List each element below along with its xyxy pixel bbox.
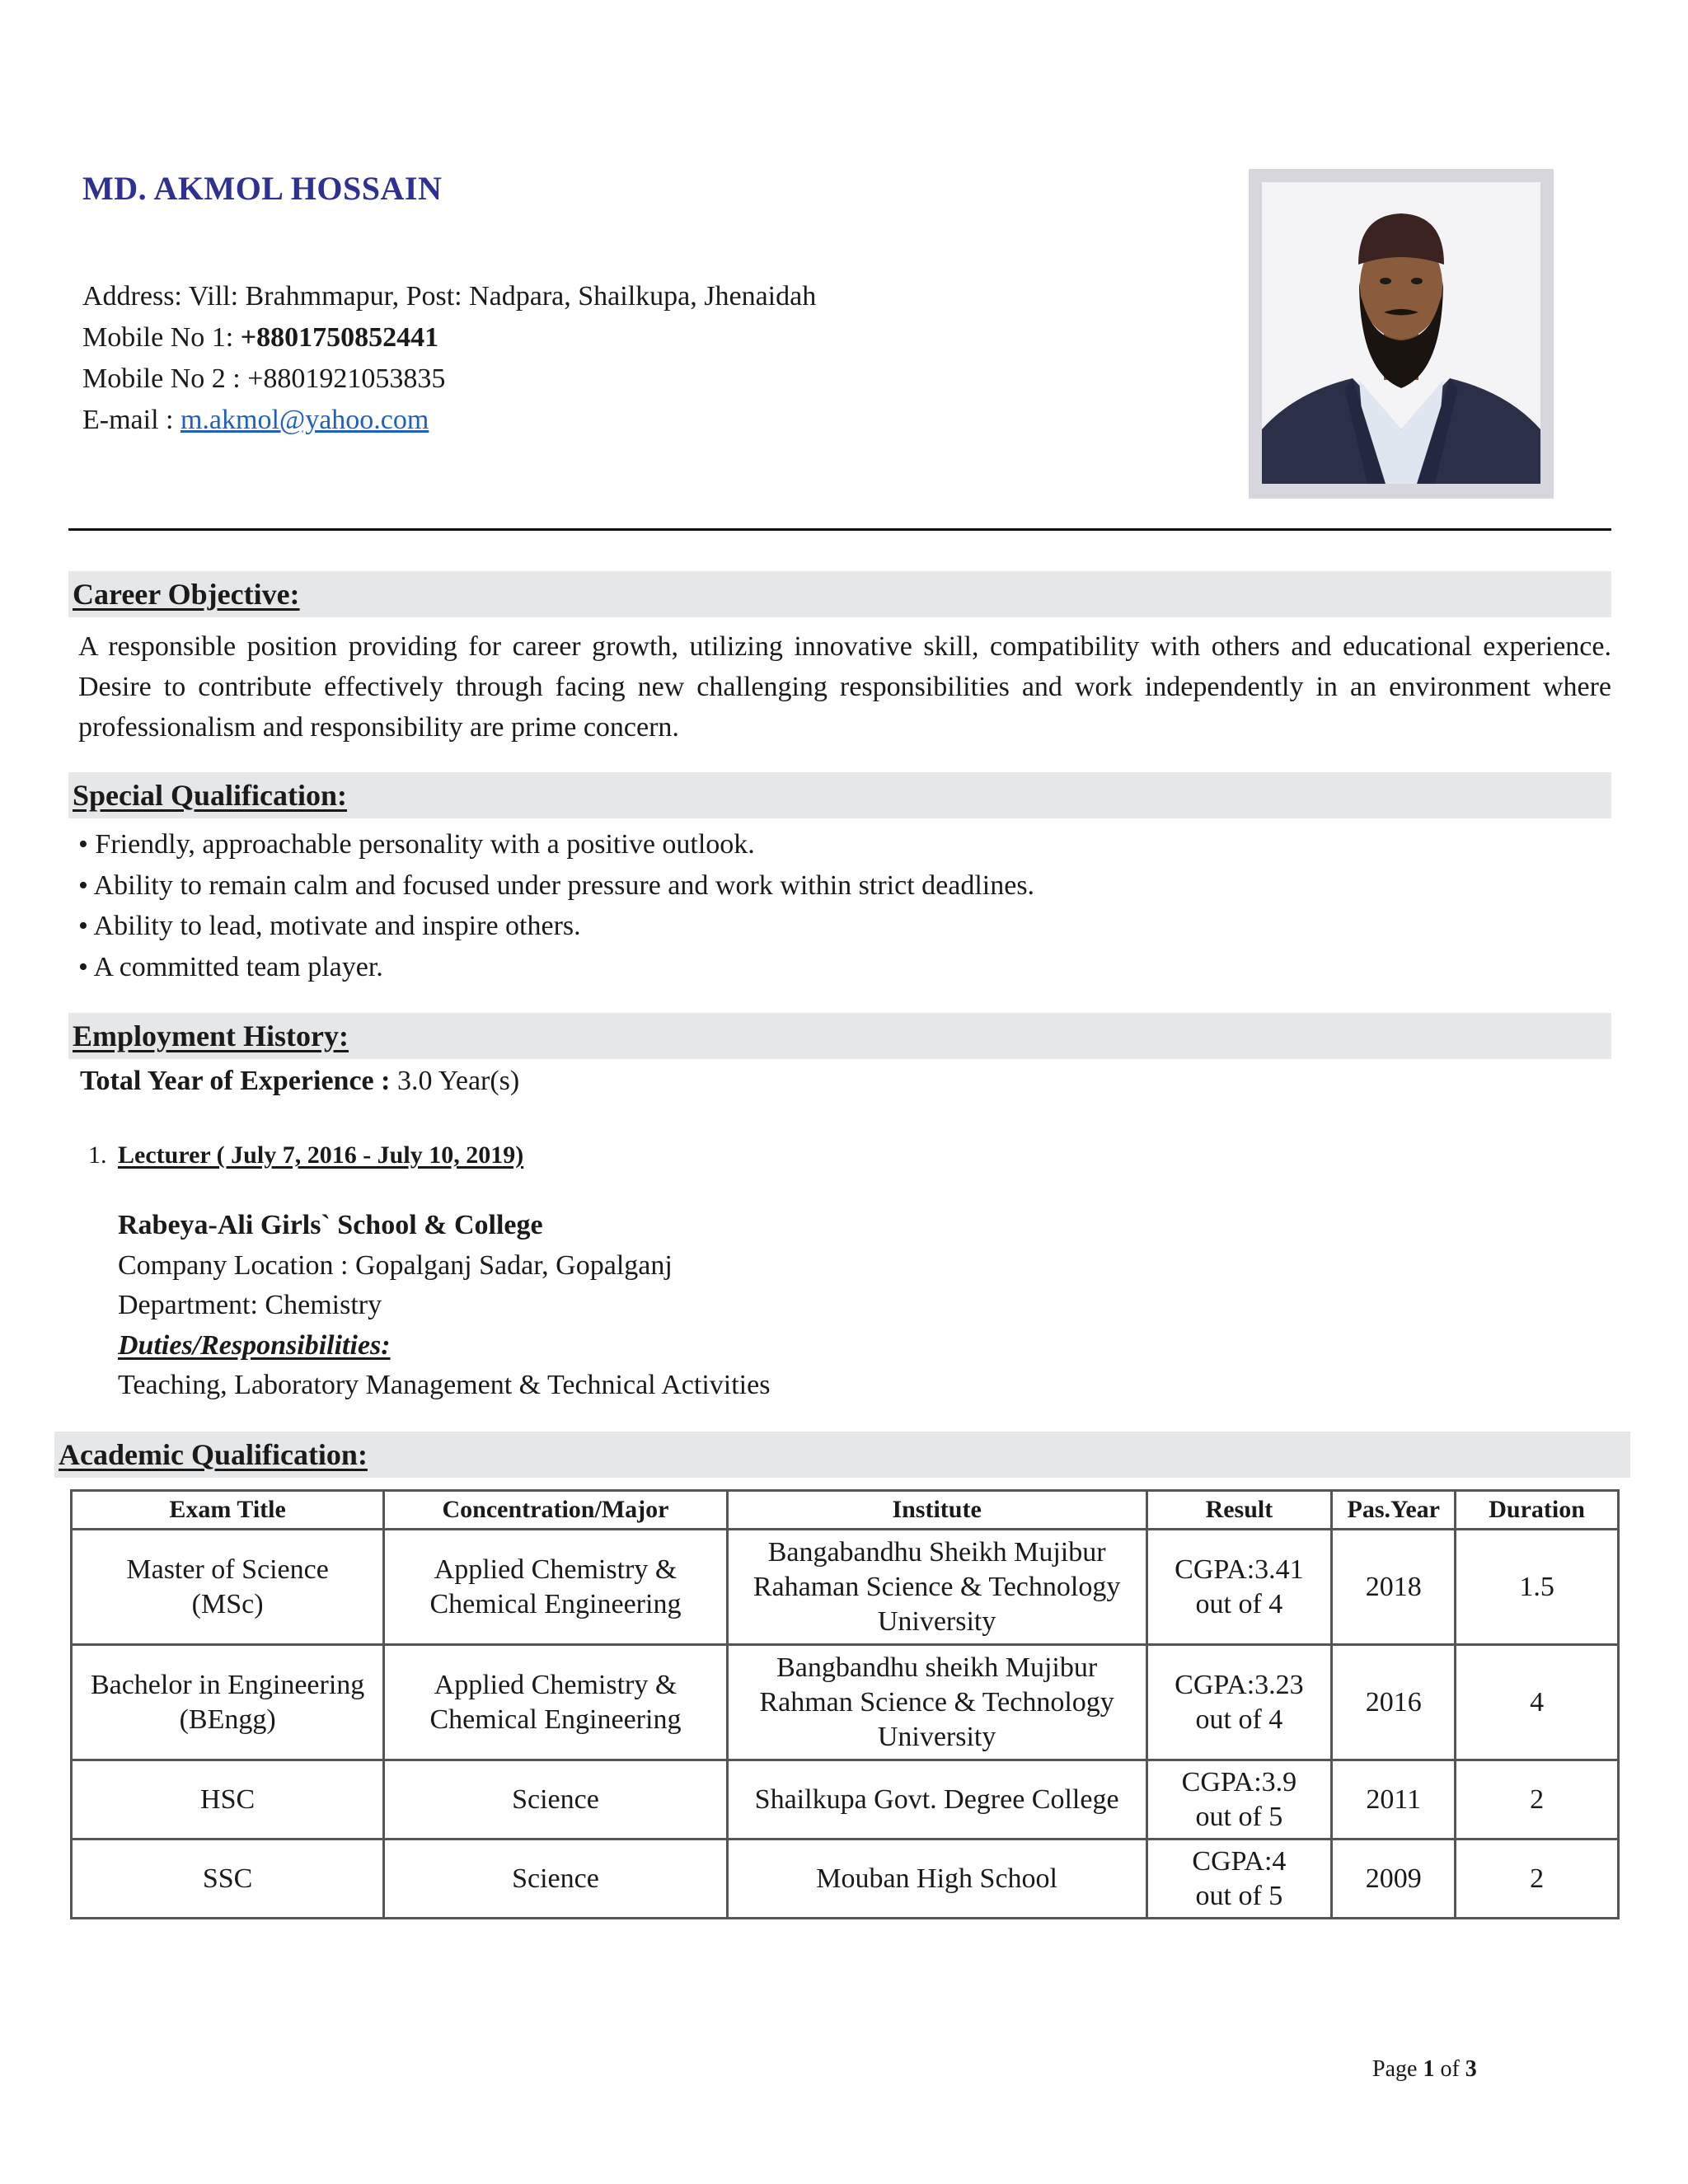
exam-cell: SSC xyxy=(72,1840,384,1919)
mobile-1-number: +8801750852441 xyxy=(240,322,439,353)
academic-qualification-heading: Academic Qualification: xyxy=(54,1432,1630,1478)
year-cell: 2011 xyxy=(1332,1760,1456,1840)
institute-cell: Bangabandhu Sheikh Mujibur Rahaman Science & Technology University xyxy=(727,1530,1146,1645)
career-objective-text: A responsible position providing for career growth, utilizing innovative skill, compatibility with others and educational experience. Desire to contribute effectively through facing new challenging responsibilities and work independently in an environment where professionalism and responsibility are prime concern. xyxy=(78,631,1611,743)
institute-cell: Bangbandhu sheikh Mujibur Rahman Science & Technology University xyxy=(727,1645,1146,1760)
company-name: Rabeya-Ali Girls` School & College xyxy=(118,1210,543,1240)
year-cell: 2016 xyxy=(1332,1645,1456,1760)
major-cell: Science xyxy=(384,1840,728,1919)
institute-cell: Shailkupa Govt. Degree College xyxy=(727,1760,1146,1840)
list-item: • Ability to lead, motivate and inspire others. xyxy=(78,911,581,941)
career-objective-heading: Career Objective: xyxy=(68,571,1611,617)
portrait-illustration xyxy=(1262,182,1540,484)
duration-cell: 2 xyxy=(1456,1760,1619,1840)
duration-cell: 4 xyxy=(1456,1645,1619,1760)
duties-text: Teaching, Laboratory Management & Technical Activities xyxy=(118,1370,771,1400)
department: Department: Chemistry xyxy=(118,1290,382,1320)
duties-label: Duties/Responsibilities: xyxy=(118,1329,391,1361)
table-row xyxy=(72,1530,1619,1645)
mobile-2-line: Mobile No 2 : +8801921053835 xyxy=(82,363,446,394)
exam-cell: Bachelor in Engineering (BEngg) xyxy=(72,1645,384,1760)
year-cell: 2018 xyxy=(1332,1530,1456,1645)
header-divider xyxy=(68,528,1611,531)
duration-cell: 1.5 xyxy=(1456,1530,1619,1645)
candidate-name: MD. AKMOL HOSSAIN xyxy=(82,170,443,207)
special-qualification-list xyxy=(78,824,1034,987)
result-cell: CGPA:3.23 out of 4 xyxy=(1146,1645,1332,1760)
exam-cell: HSC xyxy=(72,1760,384,1840)
mobile-1-line: Mobile No 1: +8801750852441 xyxy=(82,322,439,353)
page-number: Page 1 of 3 xyxy=(1372,2056,1477,2082)
result-cell: CGPA:3.9 out of 5 xyxy=(1146,1760,1332,1840)
table-row xyxy=(72,1645,1619,1760)
list-item: • Friendly, approachable personality with a positive outlook. xyxy=(78,829,755,860)
institute-cell: Mouban High School xyxy=(727,1840,1146,1919)
column-header: Pas.Year xyxy=(1332,1491,1456,1530)
result-cell: CGPA:3.41 out of 4 xyxy=(1146,1530,1332,1645)
major-cell: Applied Chemistry & Chemical Engineering xyxy=(384,1645,728,1760)
email-line: E-mail : m.akmol@yahoo.com xyxy=(82,405,429,435)
column-header: Duration xyxy=(1456,1491,1619,1530)
year-cell: 2009 xyxy=(1332,1840,1456,1919)
email-link[interactable]: m.akmol@yahoo.com xyxy=(180,405,429,435)
duration-cell: 2 xyxy=(1456,1840,1619,1919)
exam-cell: Master of Science (MSc) xyxy=(72,1530,384,1645)
major-cell: Science xyxy=(384,1760,728,1840)
table-row xyxy=(72,1760,1619,1840)
profile-photo xyxy=(1262,182,1540,484)
contact-block xyxy=(82,276,816,441)
list-item: • Ability to remain calm and focused under pressure and work within strict deadlines. xyxy=(78,869,1035,901)
profile-photo-frame xyxy=(1249,169,1554,499)
academic-table xyxy=(70,1489,1620,1919)
job-details xyxy=(118,1206,770,1406)
total-experience: Total Year of Experience : 3.0 Year(s) xyxy=(80,1066,520,1096)
table-row xyxy=(72,1840,1619,1919)
address-line: Address: Vill: Brahmmapur, Post: Nadpara, Shailkupa, Jhenaidah xyxy=(82,281,817,312)
column-header: Concentration/Major xyxy=(384,1491,728,1530)
result-cell: CGPA:4 out of 5 xyxy=(1146,1840,1332,1919)
column-header: Exam Title xyxy=(72,1491,384,1530)
employment-history-heading: Employment History: xyxy=(68,1013,1611,1059)
table-header-row xyxy=(72,1491,1619,1530)
major-cell: Applied Chemistry & Chemical Engineering xyxy=(384,1530,728,1645)
list-item: • A committed team player. xyxy=(78,951,383,982)
column-header: Institute xyxy=(727,1491,1146,1530)
special-qualification-heading: Special Qualification: xyxy=(68,772,1611,818)
company-location: Company Location : Gopalganj Sadar, Gopalganj xyxy=(118,1249,673,1281)
job-title: 1. Lecturer ( July 7, 2016 - July 10, 2019) xyxy=(88,1141,524,1169)
column-header: Result xyxy=(1146,1491,1332,1530)
